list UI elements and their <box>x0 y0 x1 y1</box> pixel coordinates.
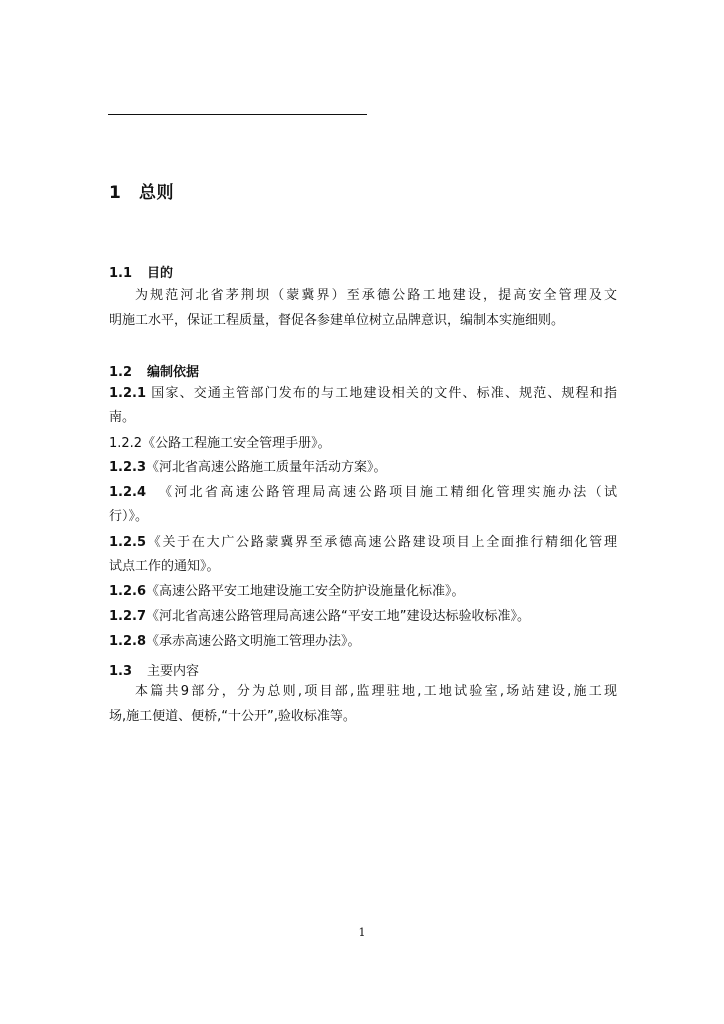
item-text: 《河北省高速公路施工质量年活动方案》。 <box>146 460 387 475</box>
list-item-continuation: 南。 <box>109 410 136 425</box>
item-number: 1.2.2 <box>109 436 143 451</box>
section-number: 1.1 <box>109 266 133 281</box>
item-text: 《河北省高速公路管理局高速公路“平安工地”建设达标验收标准》。 <box>146 609 530 624</box>
header-rule <box>108 114 367 115</box>
list-item-continuation: 试点工作的通知》。 <box>109 559 220 574</box>
item-number: 1.2.1 <box>109 386 147 401</box>
section-title: 编制依据 <box>147 365 200 380</box>
section-title: 目的 <box>147 266 174 281</box>
list-item <box>109 382 617 406</box>
section-heading-1-3 <box>109 660 199 679</box>
item-number: 1.2.8 <box>109 634 147 649</box>
list-item <box>109 456 617 480</box>
item-text: 《承赤高速公路文明施工管理办法》。 <box>146 634 361 649</box>
list-item <box>109 481 617 505</box>
page-number: 1 <box>358 926 366 939</box>
list-item <box>109 432 617 456</box>
item-number: 1.2.7 <box>109 609 147 624</box>
section-heading-1-1 <box>109 262 173 281</box>
section-title: 主要内容 <box>147 664 200 679</box>
list-item <box>109 605 617 629</box>
item-text: 国家、交通主管部门发布的与工地建设相关的文件、标准、规范、规程和指 <box>151 386 617 401</box>
item-text: 《河北省高速公路管理局高速公路项目施工精细化管理实施办法（试 <box>158 485 617 500</box>
item-number: 1.2.5 <box>109 535 147 550</box>
item-number: 1.2.4 <box>109 485 147 500</box>
section-number: 1.2 <box>109 365 133 380</box>
item-number: 1.2.6 <box>109 584 147 599</box>
paragraph-line: 场,施工便道、便桥,“十公开”,验收标准等。 <box>109 709 356 724</box>
list-item-continuation: 行）》。 <box>109 509 149 524</box>
section-heading-1-2 <box>109 361 199 380</box>
item-number: 1.2.3 <box>109 460 147 475</box>
item-text: 《公路工程施工安全管理手册》。 <box>142 436 331 451</box>
list-item <box>109 580 617 604</box>
paragraph-line: 为规范河北省茅荆坝（蒙冀界）至承德公路工地建设，提高安全管理及文 <box>135 288 617 303</box>
item-text: 《高速公路平安工地建设施工安全防护设施量化标准》。 <box>146 584 465 599</box>
chapter-title: 总则 <box>139 183 174 203</box>
paragraph-line: 本篇共9部分，分为总则,项目部,监理驻地,工地试验室,场站建设,施工现 <box>135 684 617 699</box>
chapter-heading <box>109 178 174 203</box>
section-number: 1.3 <box>109 664 133 679</box>
item-text: 《关于在大广公路蒙冀界至承德高速公路建设项目上全面推行精细化管理 <box>146 535 617 550</box>
chapter-number: 1 <box>109 183 122 203</box>
paragraph-line: 明施工水平，保证工程质量，督促各参建单位树立品牌意识，编制本实施细则。 <box>109 313 565 328</box>
list-item <box>109 630 617 654</box>
list-item <box>109 531 617 555</box>
